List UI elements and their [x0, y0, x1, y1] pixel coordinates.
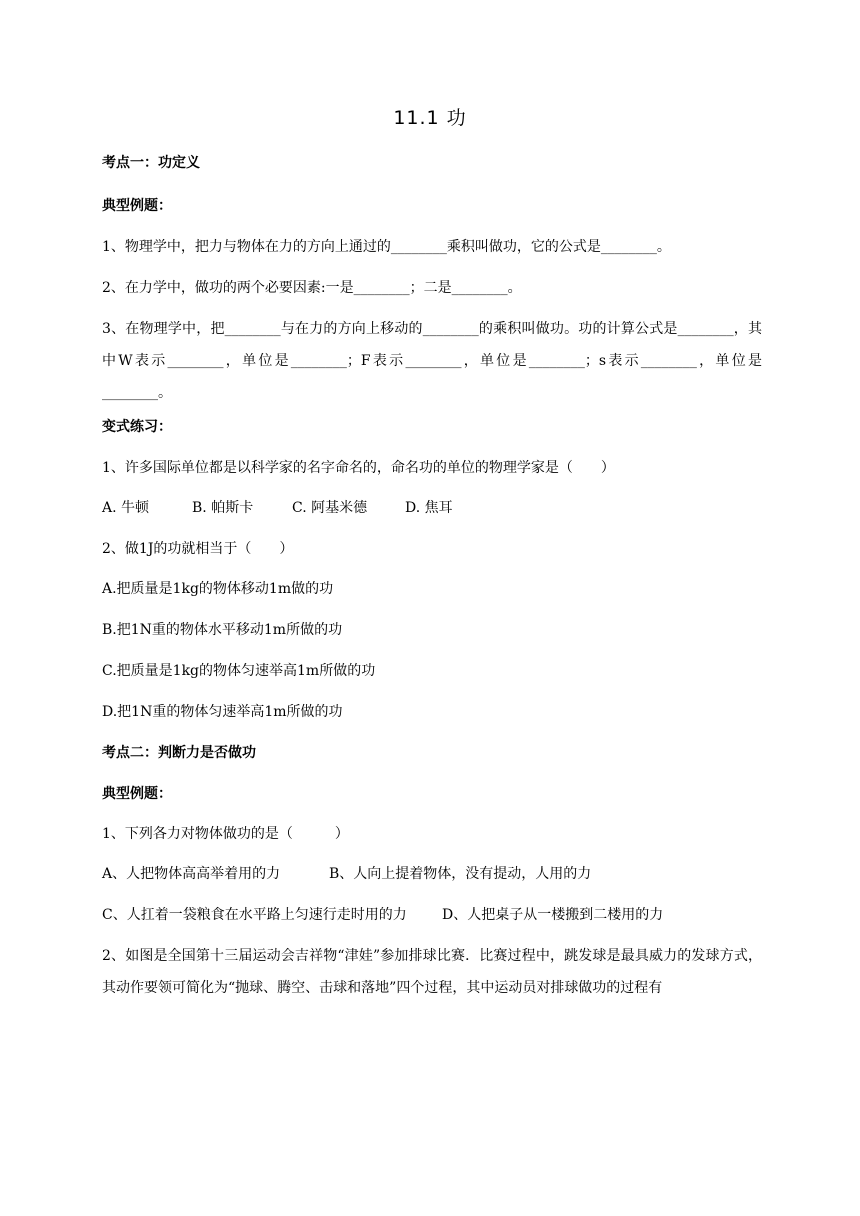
section1-heading: 考点一：功定义 [102, 155, 200, 171]
section2-question-2: 2、如图是全国第十三届运动会吉祥物“津娃”参加排球比赛．比赛过程中，跳发球是最具威力的发球方式，其动作要领可简化为“抛球、腾空、击球和落地”四个过程，其中运动员对排球做功的过程有 [102, 948, 762, 996]
practice-question-2: 2、做1J的功就相当于（ ） [102, 541, 294, 557]
section1-question-2: 2、在力学中，做功的两个必要因素:一是________；二是________。 [102, 280, 522, 296]
option-a: A. 牛顿 [102, 500, 150, 516]
section2-example-heading: 典型例题： [102, 786, 172, 802]
practice-question-2-option-a: A.把质量是1kg的物体移动1m做的功 [102, 581, 334, 597]
practice-question-1: 1、许多国际单位都是以科学家的名字命名的，命名功的单位的物理学家是（ ） [102, 460, 615, 476]
section1-practice-heading: 变式练习： [102, 419, 172, 435]
option-c: C. 阿基米德 [292, 500, 368, 516]
option-a: A、人把物体高高举着用的力 [102, 866, 281, 882]
practice-question-2-option-c: C.把质量是1kg的物体匀速举高1m所做的功 [102, 663, 376, 679]
section2-question-1-options-row-1 [102, 863, 762, 885]
option-d: D. 焦耳 [405, 500, 453, 516]
option-d: D、人把桌子从一楼搬到二楼用的力 [442, 907, 664, 923]
option-b: B、人向上提着物体，没有提动，人用的力 [329, 866, 592, 882]
option-b: B. 帕斯卡 [192, 500, 254, 516]
section1-question-1: 1、物理学中，把力与物体在力的方向上通过的________乘积叫做功，它的公式是________。 [102, 239, 671, 255]
section2-heading: 考点二：判断力是否做功 [102, 745, 256, 761]
practice-question-1-options [102, 497, 762, 519]
option-c: C、人扛着一袋粮食在水平路上匀速行走时用的力 [102, 907, 407, 923]
practice-question-2-option-b: B.把1N重的物体水平移动1m所做的功 [102, 622, 343, 638]
practice-question-2-option-d: D.把1N重的物体匀速举高1m所做的功 [102, 704, 343, 720]
section1-question-3: 3、在物理学中，把________与在力的方向上移动的________的乘积叫做功。功的计算公式是________，其中W表示________，单位是________；F表示________，单位是________；s表示________，单位是________。 [102, 321, 762, 401]
section2-question-1-options-row-2 [102, 904, 762, 926]
page-title: 11.1 功 [393, 107, 467, 129]
section1-example-heading: 典型例题： [102, 198, 172, 214]
section2-question-1: 1、下列各力对物体做功的是（ ） [102, 826, 349, 842]
